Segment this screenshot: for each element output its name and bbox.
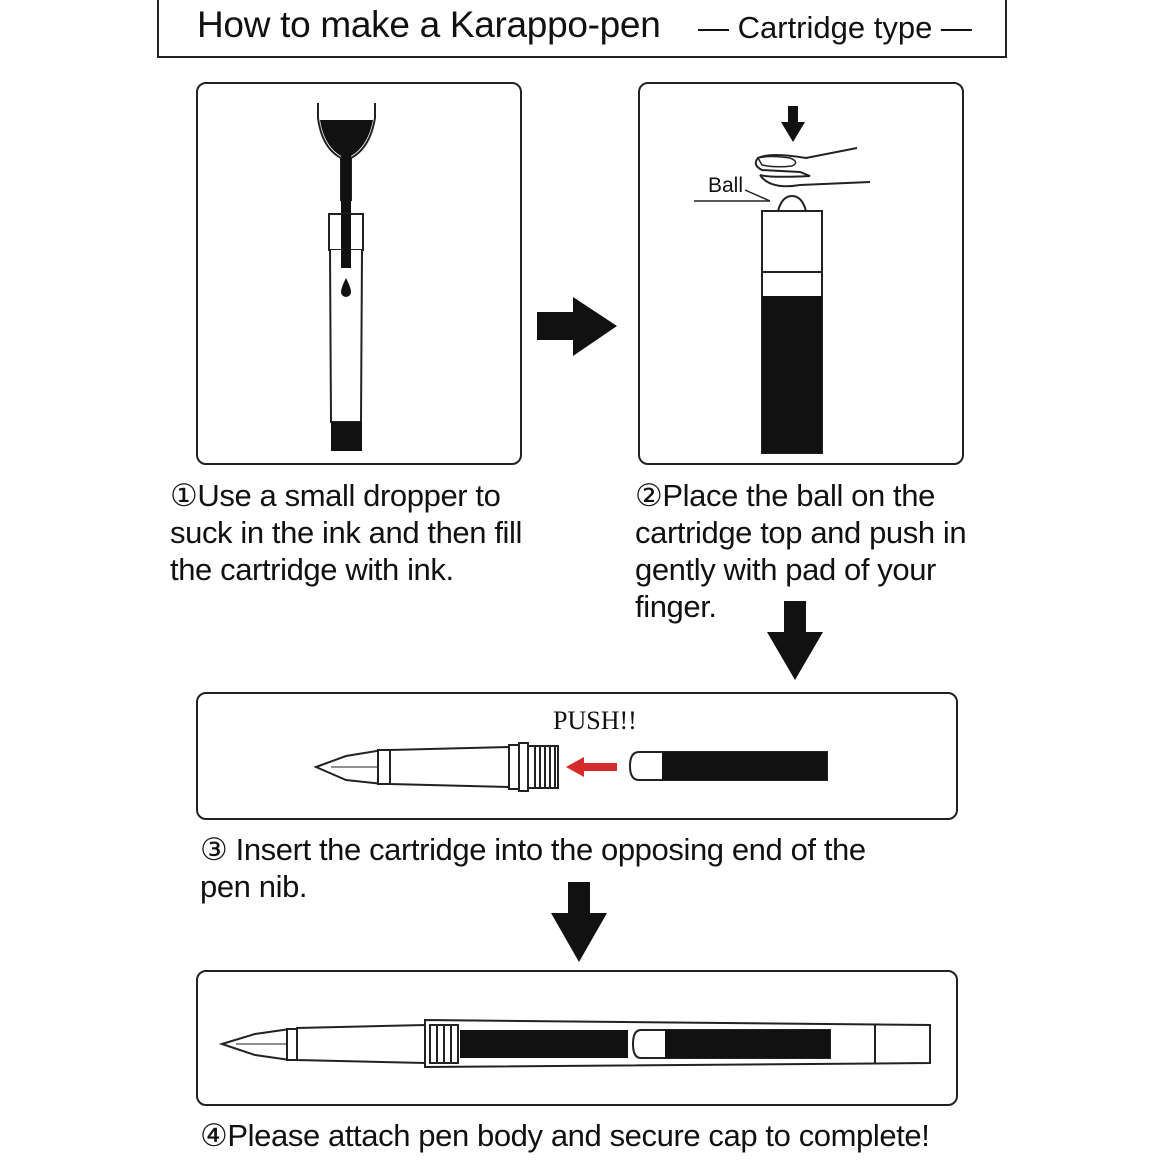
step3-line1: ③ Insert the cartridge into the opposing end of the: [200, 832, 866, 867]
assembled-pen-icon: [222, 1020, 930, 1067]
push-label: PUSH!!: [553, 706, 637, 735]
cartridge-filled-icon: [762, 211, 822, 453]
step2-number: ②: [635, 478, 663, 513]
pen-nib-icon: [316, 743, 558, 791]
page-subtitle: — Cartridge type —: [698, 10, 972, 45]
step1-line3: the cartridge with ink.: [170, 552, 454, 587]
step2-line4: finger.: [635, 589, 717, 624]
cartridge-horizontal-icon: [630, 752, 827, 780]
step2-text: [635, 477, 966, 625]
arrow-down-small-icon: [781, 106, 805, 142]
step1-text: [170, 477, 522, 588]
push-arrow-icon: [566, 757, 617, 777]
step3-line2: pen nib.: [200, 869, 308, 904]
cartridge-icon: [329, 214, 363, 451]
step3-text: [200, 831, 866, 905]
step2-line2: cartridge top and push in: [635, 515, 967, 550]
step1-number: ①: [170, 478, 198, 513]
step1-line1: ①Use a small dropper to: [170, 478, 501, 513]
step4-text: [200, 1117, 930, 1154]
ball-label: Ball: [708, 174, 744, 197]
step3-number: ③: [200, 832, 228, 867]
arrow-right-icon: [537, 297, 617, 356]
page-title: How to make a Karappo-pen: [197, 4, 661, 45]
step2-line1: ②Place the ball on the: [635, 478, 935, 513]
step2-line3: gently with pad of your: [635, 552, 936, 587]
step1-line2: suck in the ink and then fill: [170, 515, 522, 550]
step4-line1: ④Please attach pen body and secure cap to complete!: [200, 1118, 930, 1153]
finger-icon: [756, 148, 870, 186]
step4-number: ④: [200, 1118, 228, 1153]
